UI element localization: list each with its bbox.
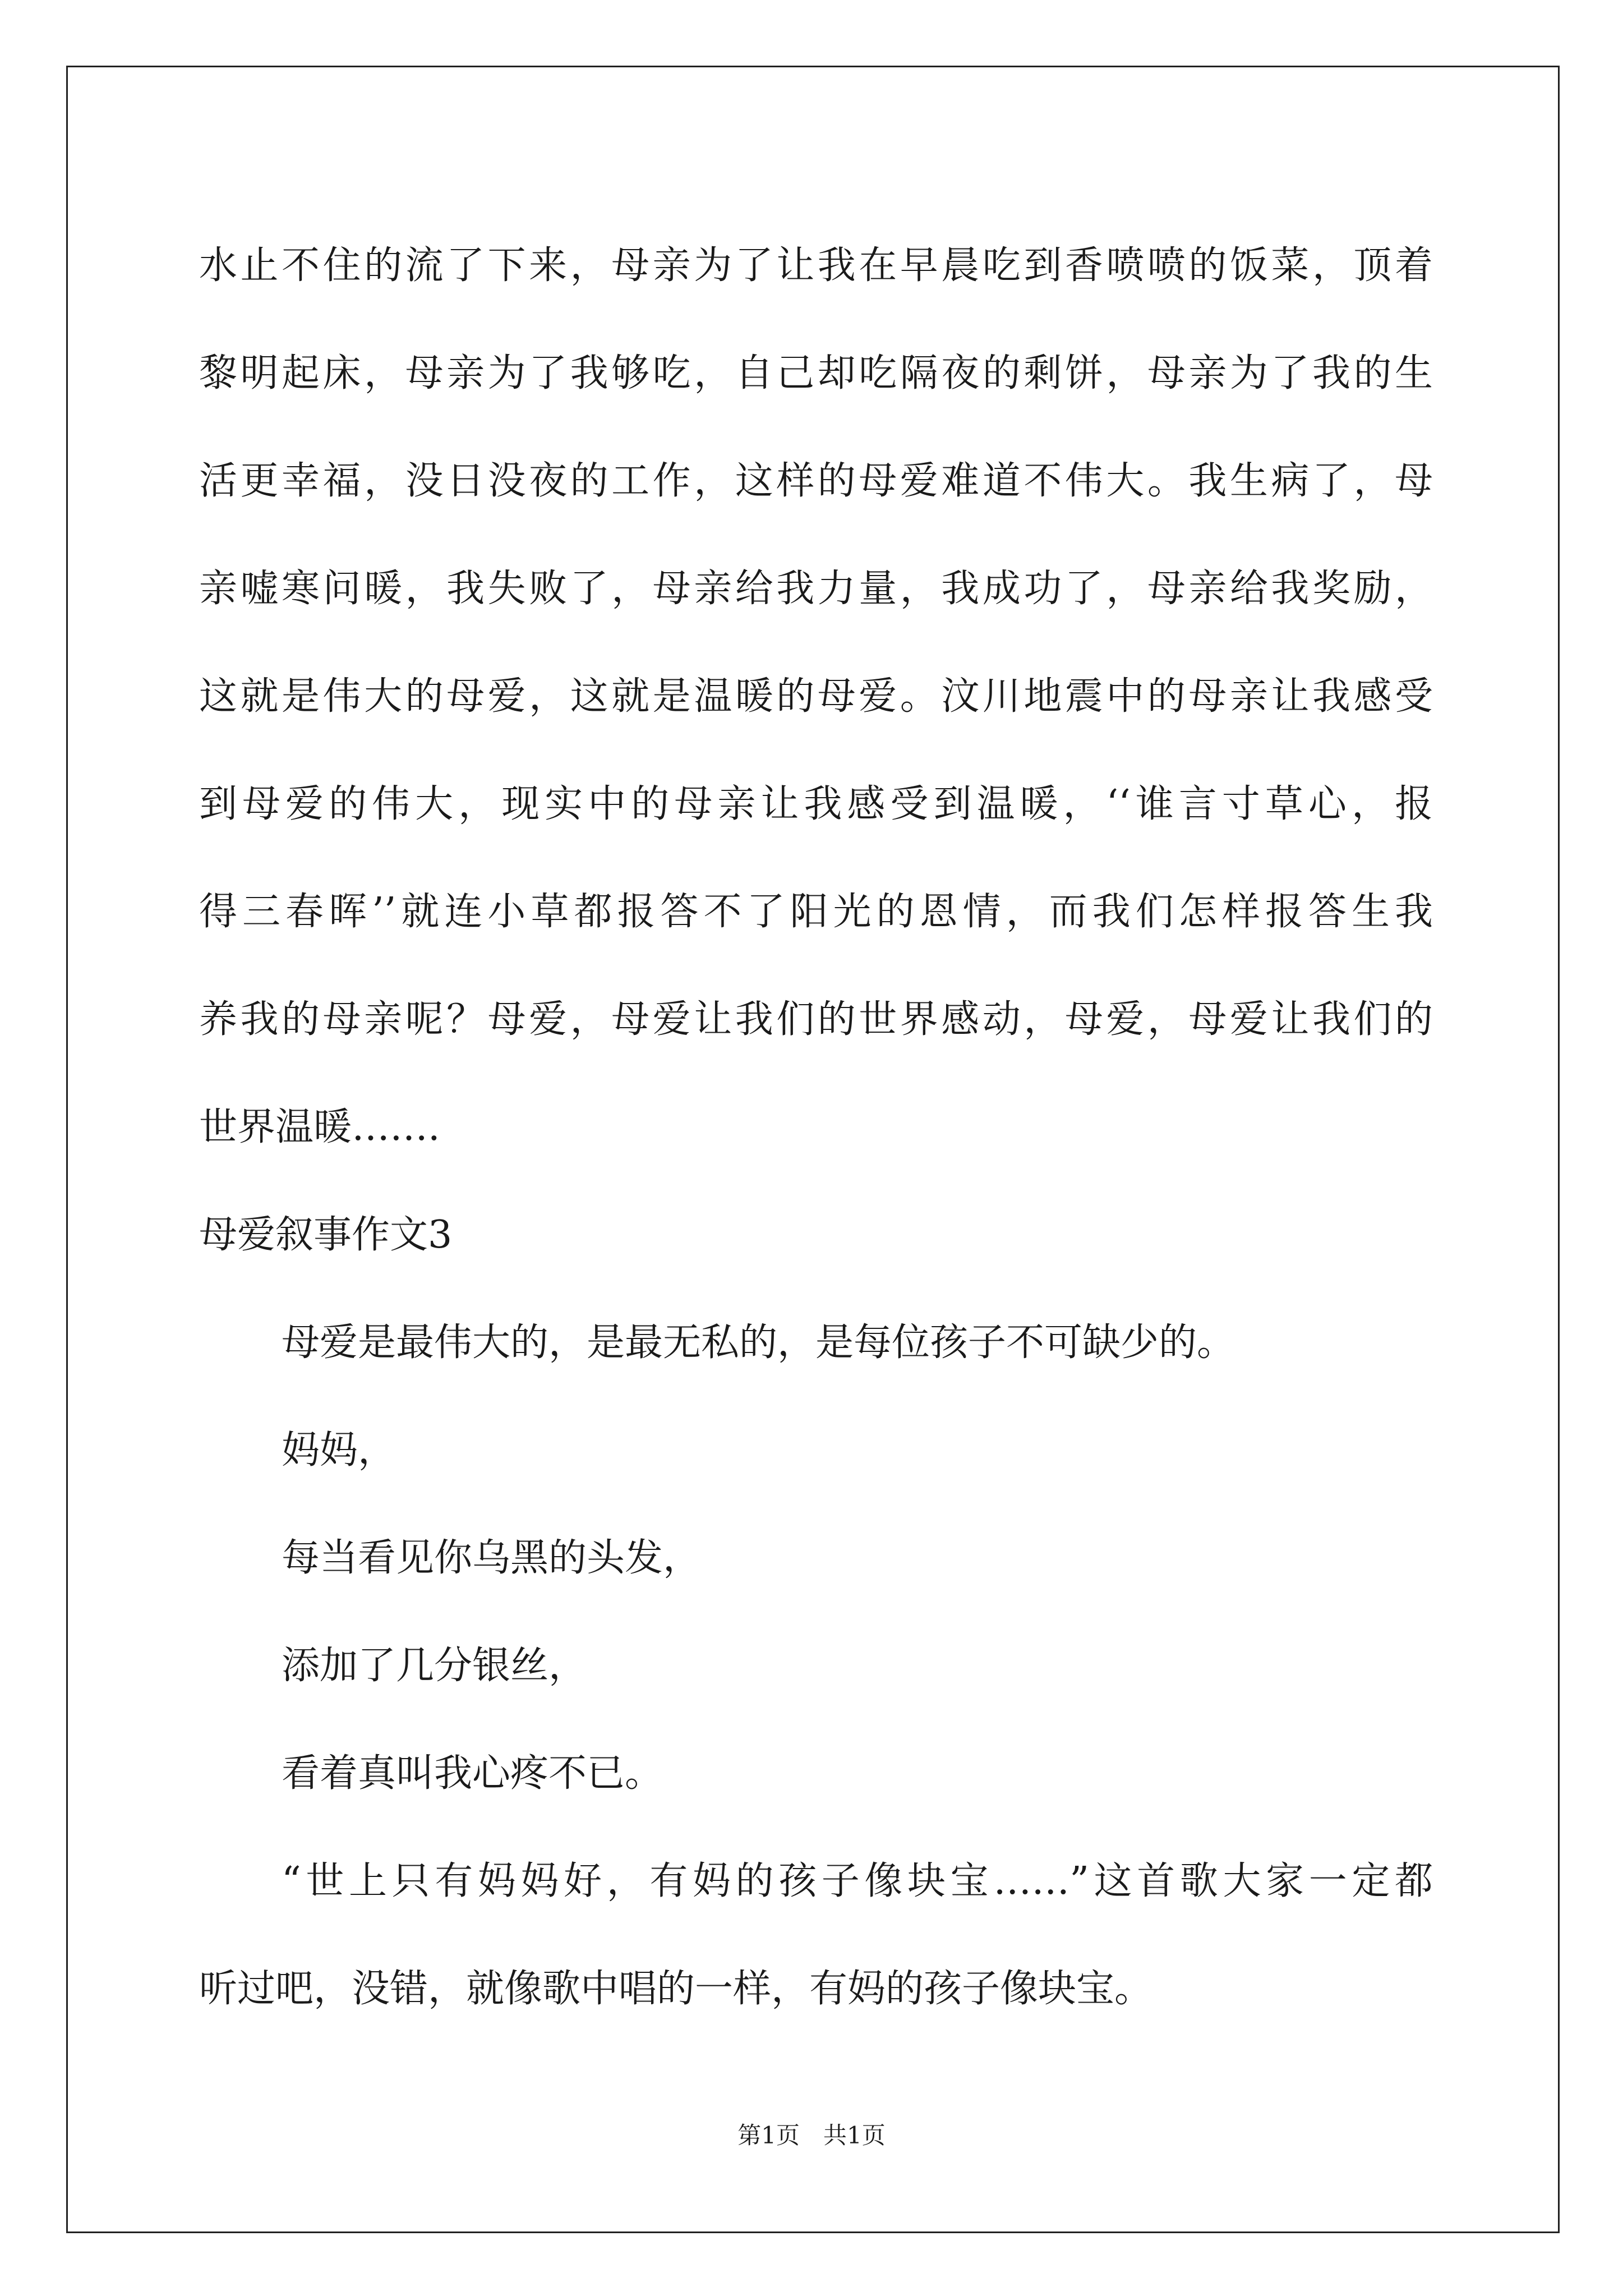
body-line: 这就是伟大的母爱，这就是温暖的母爱。汶川地震中的母亲让我感受 <box>199 674 1433 719</box>
body-line: 到母爱的伟大，现实中的母亲让我感受到温暖，‘‘谁言寸草心，报 <box>199 782 1433 826</box>
body-line: 亲嘘寒问暖，我失败了，母亲给我力量，我成功了，母亲给我奖励， <box>199 567 1433 611</box>
poem-line: 添加了几分银丝， <box>282 1644 587 1688</box>
body-line: 世界温暖……. <box>199 1105 440 1149</box>
body-line: “世上只有妈妈好，有妈的孩子像块宝……”这首歌大家一定都 <box>282 1859 1433 1903</box>
page-total: 共1页 <box>823 2122 886 2149</box>
document-body <box>199 212 1433 2043</box>
body-line: 水止不住的流了下来，母亲为了让我在早晨吃到香喷喷的饭菜，顶着 <box>199 243 1433 288</box>
poem-line: 每当看见你乌黑的头发， <box>282 1536 702 1580</box>
poem-line: 妈妈， <box>282 1428 396 1473</box>
section-title: 母爱叙事作文3 <box>199 1213 453 1257</box>
poem-line: 母爱是最伟大的，是最无私的，是每位孩子不可缺少的。 <box>282 1320 1235 1365</box>
page-footer <box>0 2122 1623 2150</box>
body-line: 听过吧，没错，就像歌中唱的一样，有妈的孩子像块宝。 <box>199 1967 1153 2011</box>
body-line: 黎明起床，母亲为了我够吃，自己却吃隔夜的剩饼，母亲为了我的生 <box>199 351 1433 395</box>
body-line: 活更幸福，没日没夜的工作，这样的母爱难道不伟大。我生病了，母 <box>199 459 1433 503</box>
page-number: 第1页 <box>737 2122 800 2149</box>
body-line: 养我的母亲呢？母爱，母爱让我们的世界感动，母爱，母爱让我们的 <box>199 997 1433 1042</box>
body-line: 得三春晖’’就连小草都报答不了阳光的恩情，而我们怎样报答生我 <box>199 890 1433 934</box>
poem-line: 看着真叫我心疼不已。 <box>282 1751 663 1796</box>
